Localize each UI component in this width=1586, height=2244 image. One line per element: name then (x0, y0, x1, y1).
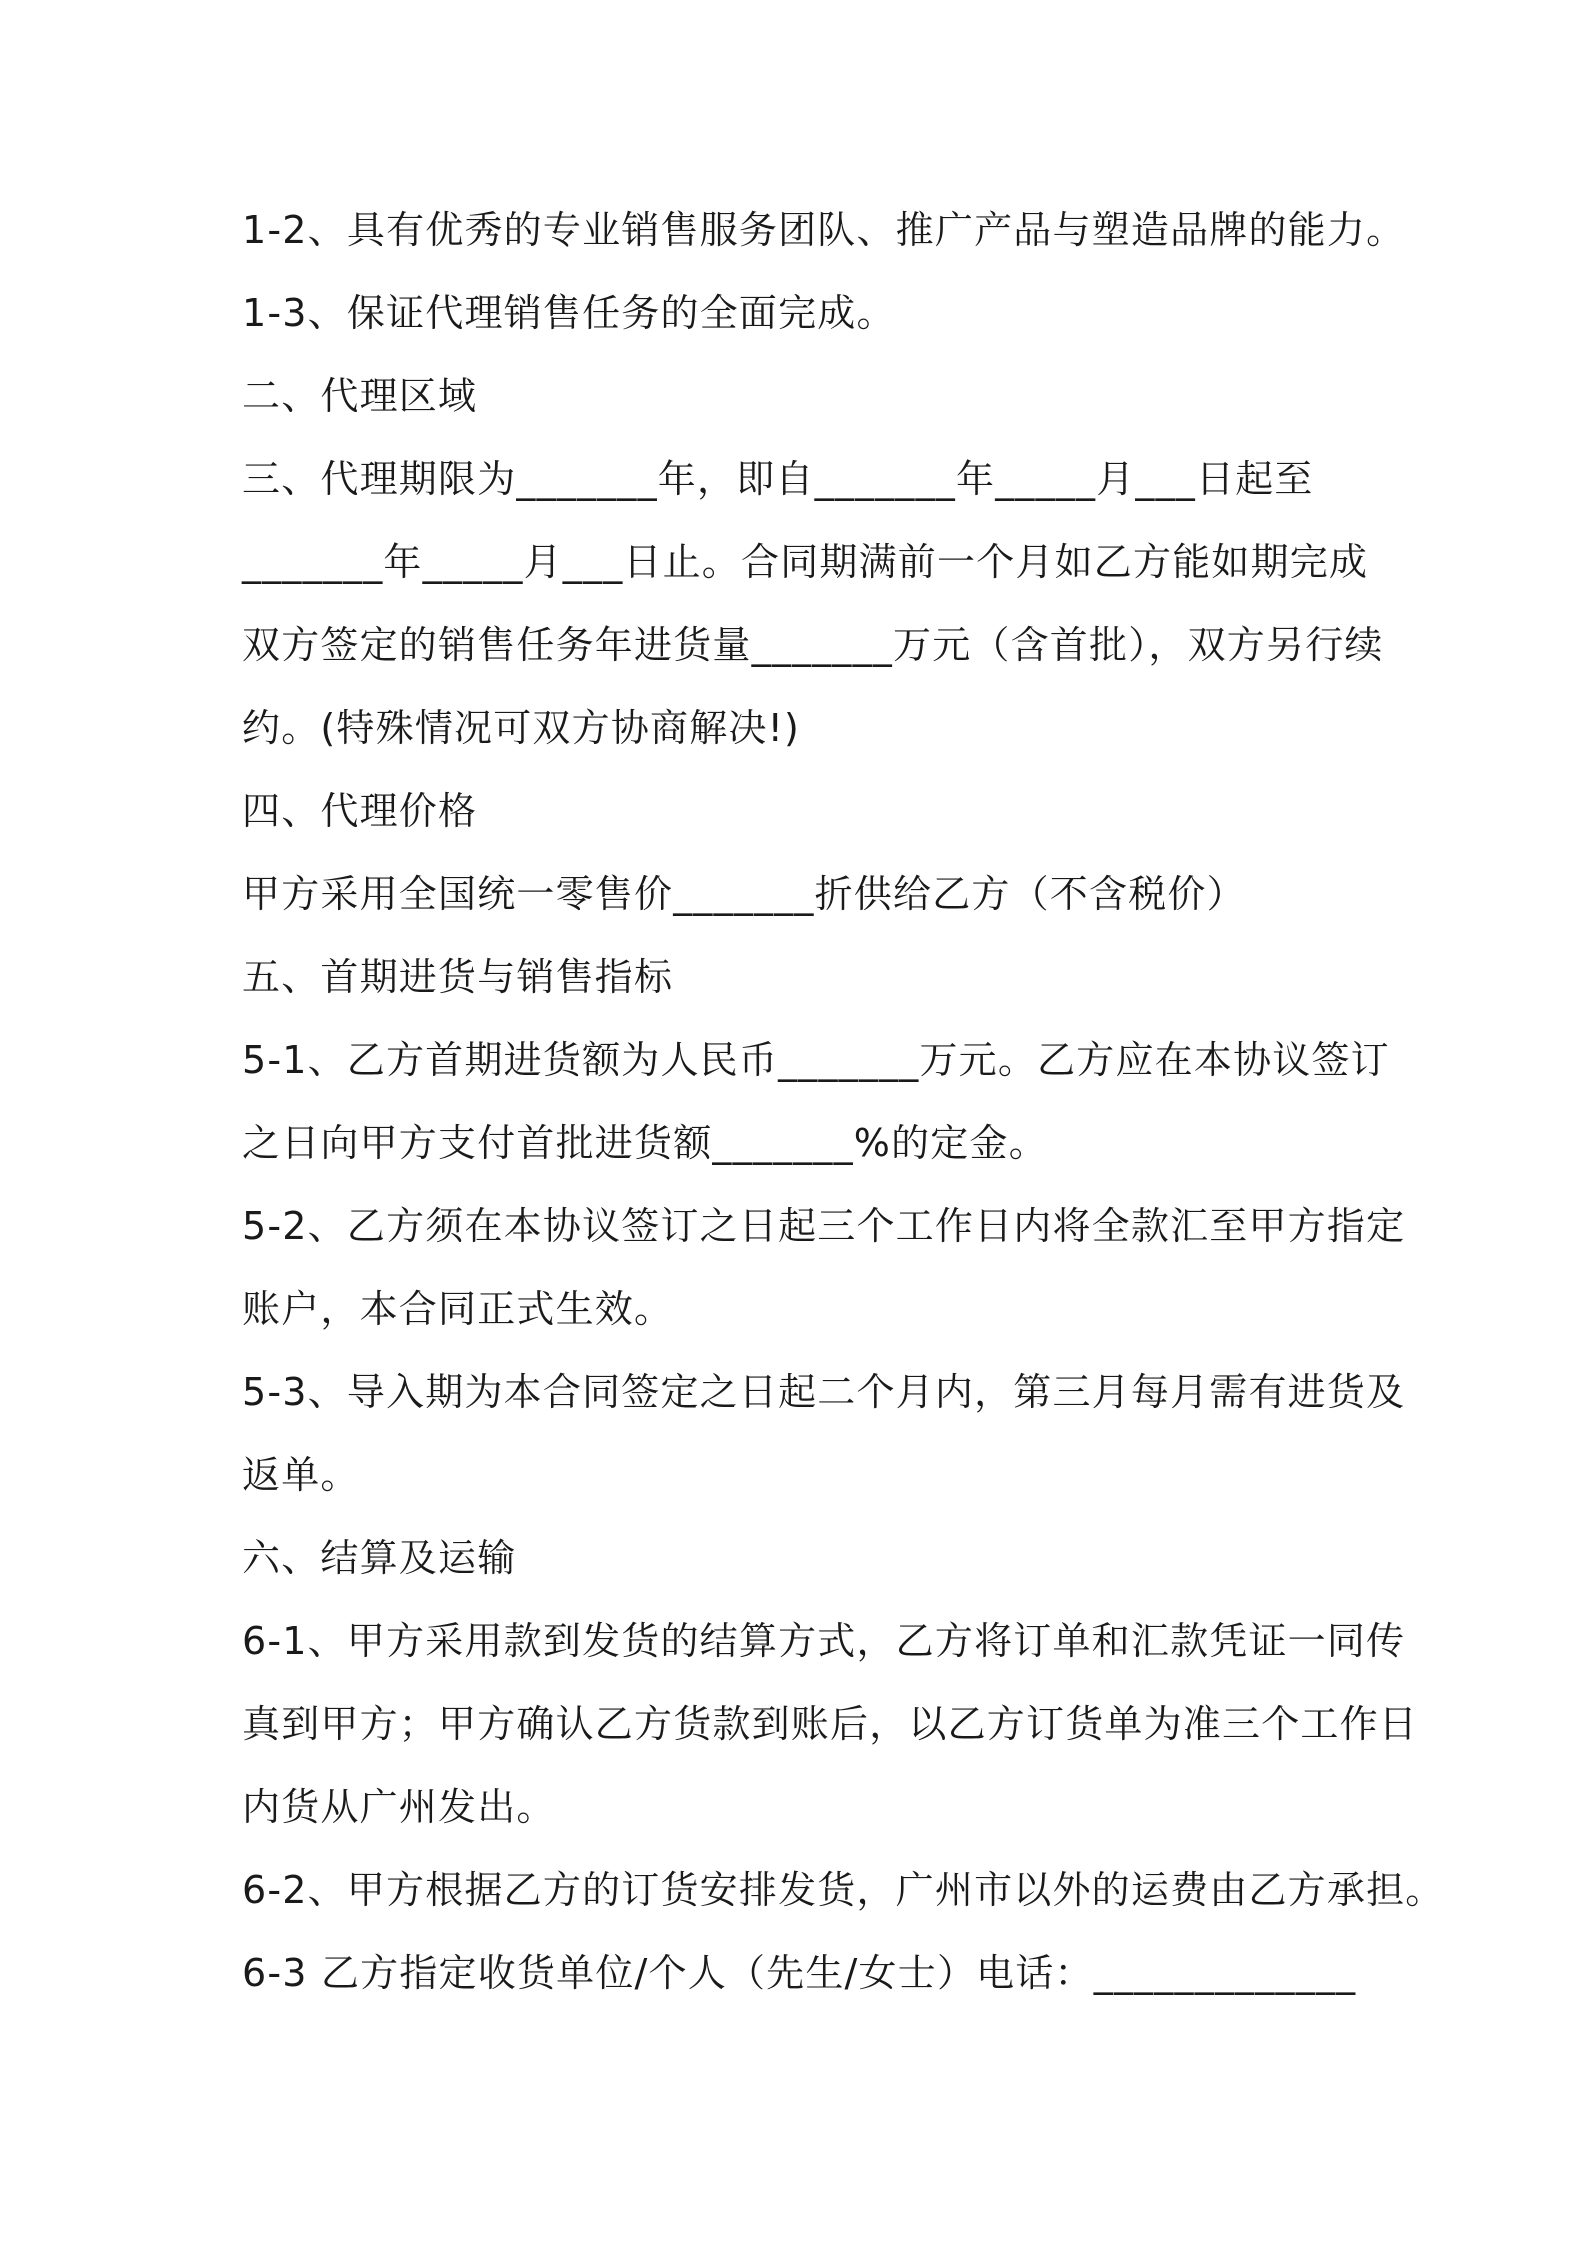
clause-5-2-line-2: 账户，本合同正式生效。 (242, 1287, 674, 1331)
heading-first-order: 五、首期进货与销售指标 (242, 955, 674, 999)
clause-3-line-3: 双方签定的销售任务年进货量_______万元（含首批），双方另行续 (242, 623, 1384, 667)
clause-1-3: 1-3、保证代理销售任务的全面完成。 (242, 291, 896, 335)
clause-6-1-line-1: 6-1、甲方采用款到发货的结算方式，乙方将订单和汇款凭证一同传 (242, 1619, 1406, 1663)
heading-settlement: 六、结算及运输 (242, 1536, 517, 1580)
heading-agency-price: 四、代理价格 (242, 789, 478, 833)
clause-3-line-1: 三、代理期限为_______年，即自_______年_____月___日起至 (242, 457, 1314, 501)
clause-1-2: 1-2、具有优秀的专业销售服务团队、推广产品与塑造品牌的能力。 (242, 208, 1406, 252)
clause-6-2: 6-2、甲方根据乙方的订货安排发货，广州市以外的运费由乙方承担。 (242, 1868, 1445, 1912)
clause-6-1-line-3: 内货从广州发出。 (242, 1785, 556, 1829)
clause-6-3: 6-3 乙方指定收货单位/个人（先生/女士）电话：_____________ (242, 1951, 1357, 1995)
heading-agency-region: 二、代理区域 (242, 374, 478, 418)
clause-5-3-line-2: 返单。 (242, 1453, 360, 1497)
clause-5-1-line-1: 5-1、乙方首期进货额为人民币_______万元。乙方应在本协议签订 (242, 1038, 1390, 1082)
clause-4-price: 甲方采用全国统一零售价_______折供给乙方（不含税价） (242, 872, 1246, 916)
clause-5-2-line-1: 5-2、乙方须在本协议签订之日起三个工作日内将全款汇至甲方指定 (242, 1204, 1406, 1248)
clause-5-1-line-2: 之日向甲方支付首批进货额_______%的定金。 (242, 1121, 1048, 1165)
clause-3-line-2: _______年_____月___日止。合同期满前一个月如乙方能如期完成 (242, 540, 1369, 584)
clause-5-3-line-1: 5-3、导入期为本合同签定之日起二个月内，第三月每月需有进货及 (242, 1370, 1406, 1414)
clause-6-1-line-2: 真到甲方；甲方确认乙方货款到账后，以乙方订货单为准三个工作日 (242, 1702, 1419, 1746)
clause-3-line-4: 约。(特殊情况可双方协商解决!) (242, 706, 801, 750)
